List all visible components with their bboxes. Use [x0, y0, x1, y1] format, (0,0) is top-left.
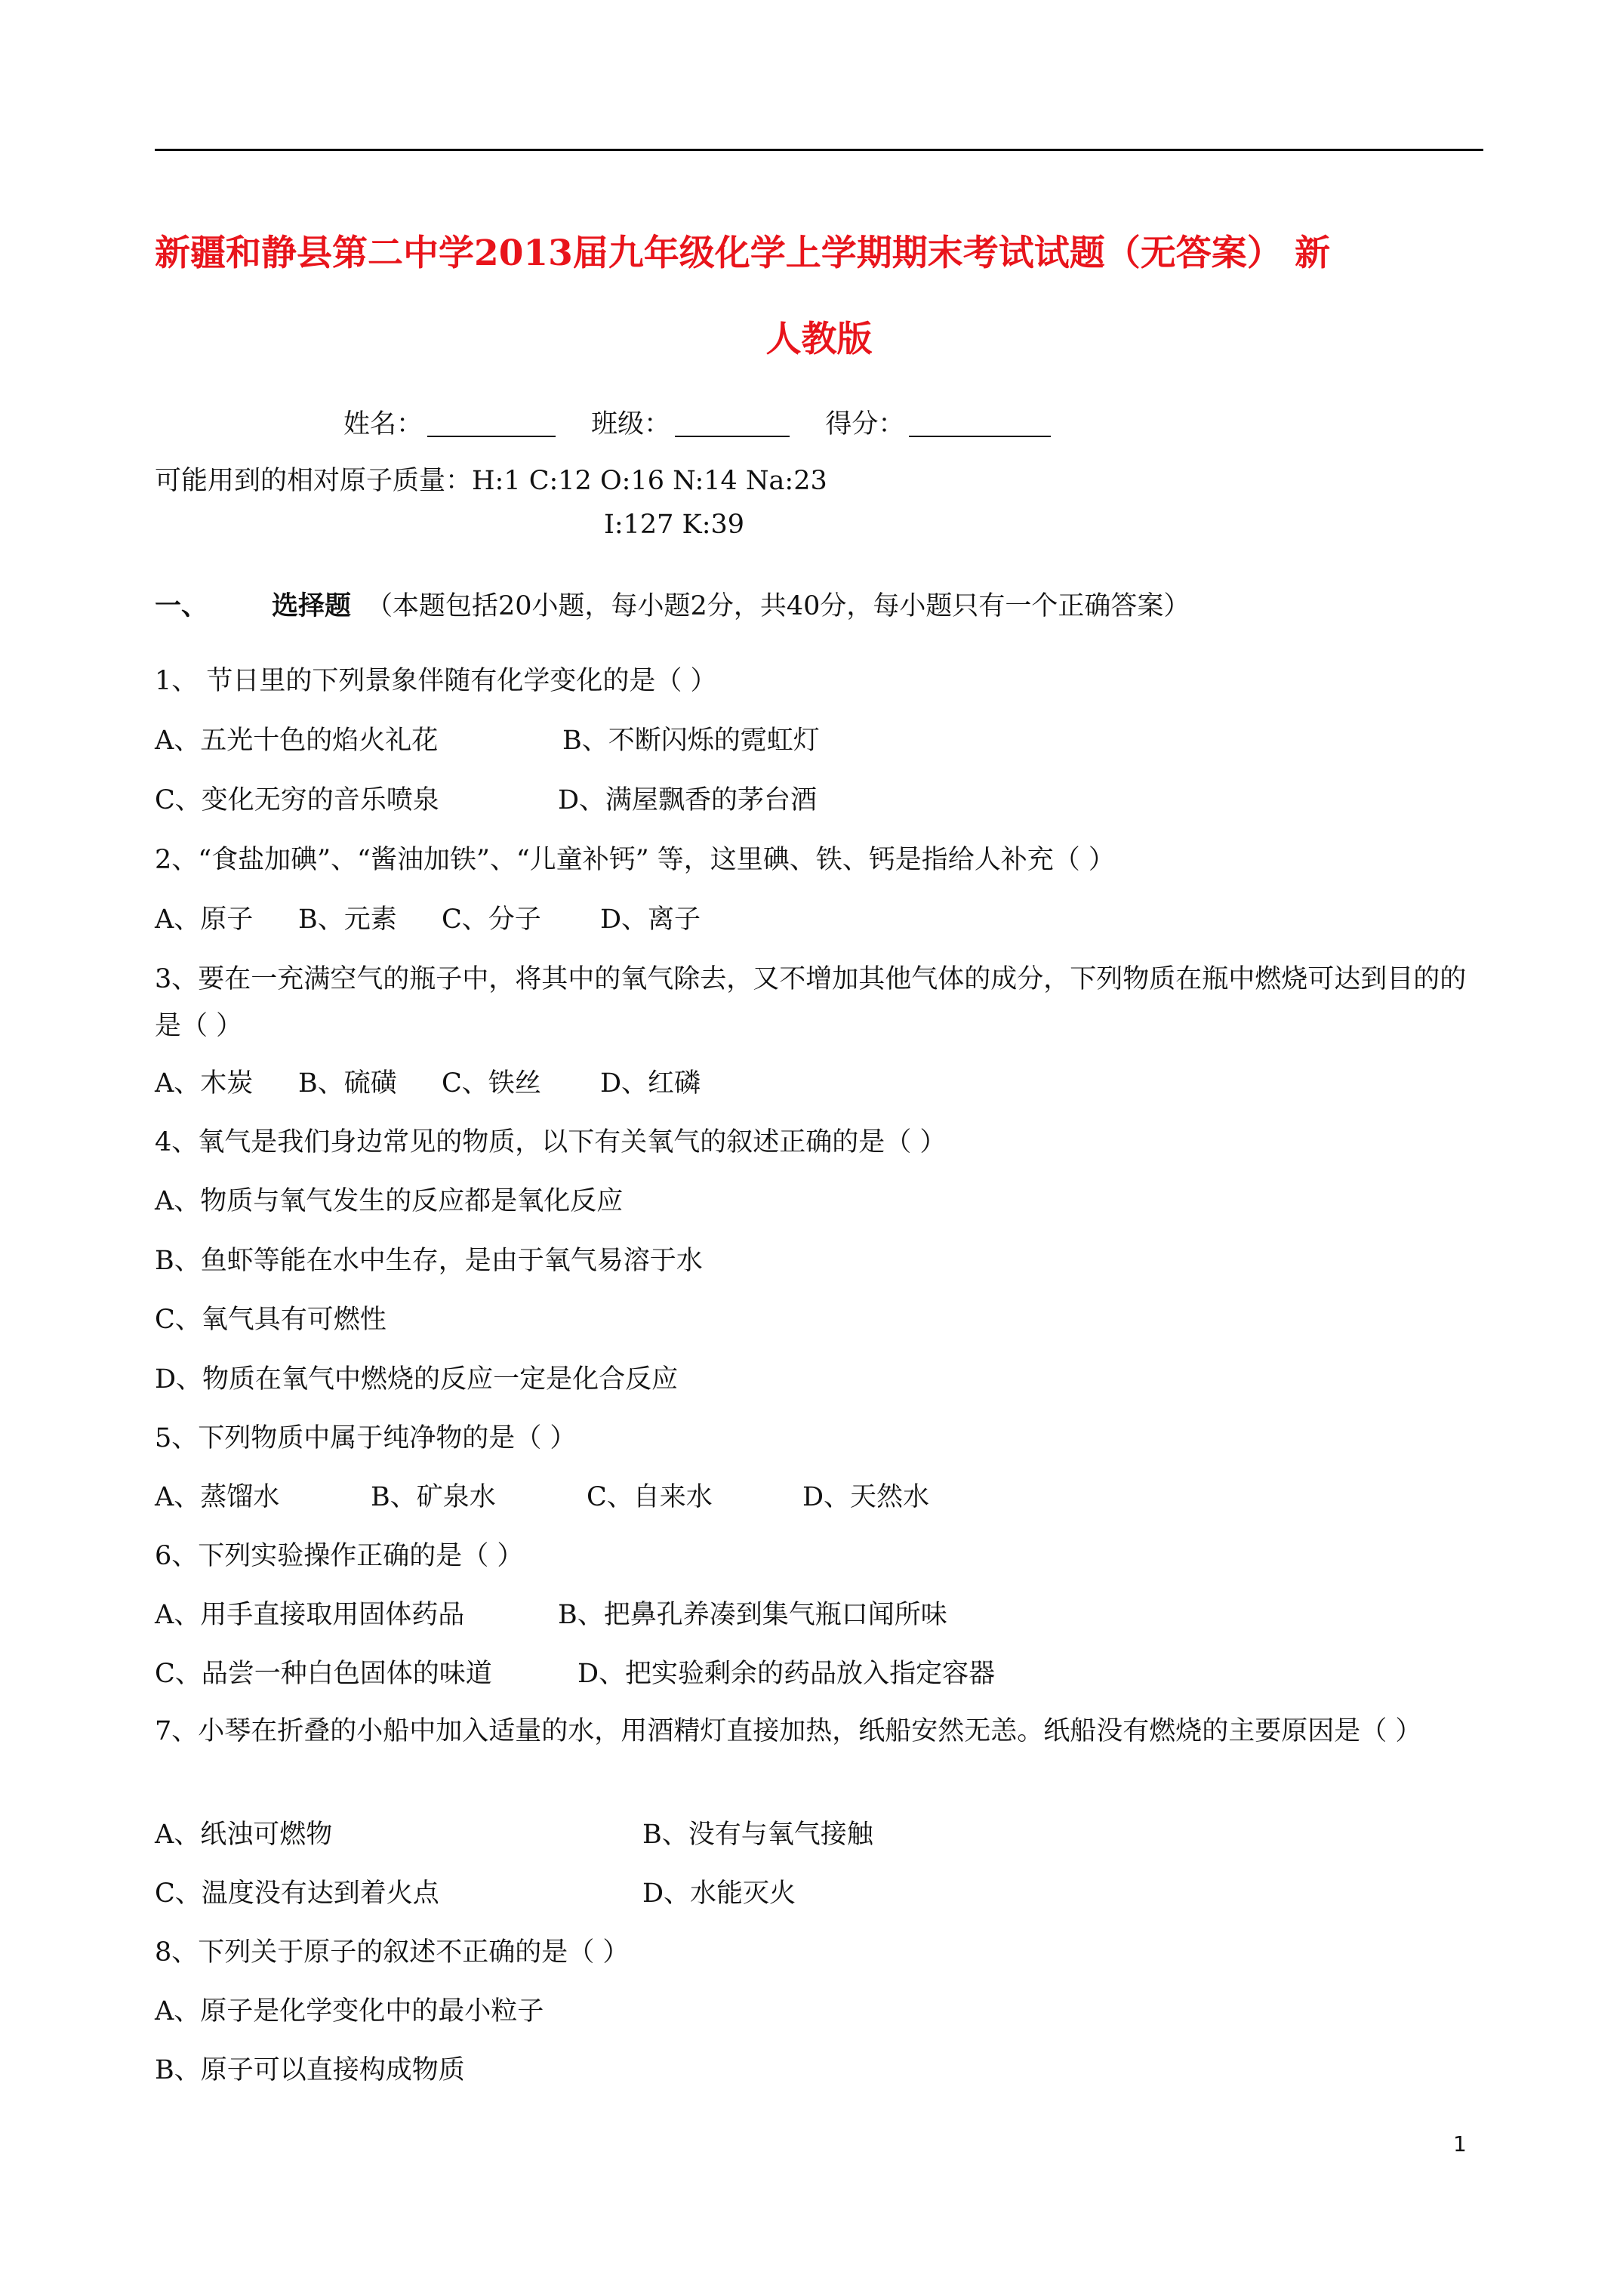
question-stem-2: 2、“食盐加碘”、“酱油加铁”、“儿童补钙” 等，这里碘、铁、钙是指给人补充（ ）	[155, 845, 1115, 875]
option-a: A、用手直接取用固体药品	[155, 1600, 465, 1630]
section-heading	[155, 587, 1190, 625]
option-a: A、五光十色的焰火礼花	[155, 726, 439, 756]
exam-title-line-2: 人教版	[765, 319, 873, 360]
option-d: D、物质在氧气中燃烧的反应一定是化合反应	[155, 1364, 679, 1395]
options-row	[155, 901, 701, 938]
score-blank[interactable]	[909, 413, 1051, 437]
option-a: A、纸浊可燃物	[155, 1820, 333, 1850]
question-stem-3: 3、要在一充满空气的瓶子中，将其中的氧气除去，又不增加其他气体的成分，下列物质在瓶中燃烧可达到目的的是（ ）	[155, 964, 1467, 1041]
option-a: A、物质与氧气发生的反应都是氧化反应	[155, 1186, 624, 1216]
option-c: C、变化无穷的音乐喷泉	[155, 785, 439, 815]
options-row	[155, 781, 817, 819]
option-b: B、矿泉水	[371, 1482, 496, 1512]
option-d: D、天然水	[802, 1482, 930, 1512]
page-number: 1	[1453, 2131, 1467, 2156]
option-c: C、品尝一种白色固体的味道	[155, 1659, 492, 1689]
question-stem-1: 1、 节日里的下列景象伴随有化学变化的是（ ）	[155, 666, 717, 696]
options-row	[155, 1816, 873, 1854]
option-b: B、不断闪烁的霓虹灯	[562, 726, 820, 756]
option-c: C、自来水	[587, 1482, 713, 1512]
option-b: B、元素	[298, 905, 397, 935]
class-blank[interactable]	[675, 413, 790, 437]
class-label: 班级：	[591, 409, 671, 439]
section-note: （本题包括20小题，每小题2分，共40分，每小题只有一个正确答案）	[366, 591, 1190, 621]
option-b: B、鱼虾等能在水中生存，是由于氧气易溶于水	[155, 1246, 703, 1276]
atomic-masses-line-1: 可能用到的相对原子质量：H:1 C:12 O:16 N:14 Na:23	[155, 466, 827, 496]
option-c: C、铁丝	[442, 1068, 541, 1099]
option-d: D、满屋飘香的茅台酒	[558, 785, 818, 815]
header-rule	[155, 149, 1483, 151]
option-b: B、原子可以直接构成物质	[155, 2055, 465, 2085]
option-c: C、温度没有达到着火点	[155, 1878, 439, 1909]
options-row	[155, 1065, 701, 1102]
student-info-fields	[343, 405, 1078, 443]
question-stem-6: 6、下列实验操作正确的是（ ）	[155, 1541, 524, 1571]
options-row	[155, 1478, 929, 1516]
option-c: C、分子	[442, 905, 541, 935]
question-stem-7: 7、小琴在折叠的小船中加入适量的水，用酒精灯直接加热，纸船安然无恙。纸船没有燃烧的主要原因是（ ）	[155, 1716, 1422, 1746]
option-d: D、离子	[600, 905, 701, 935]
section-number: 一、	[155, 590, 208, 621]
options-row	[155, 1875, 796, 1912]
option-b: B、没有与氧气接触	[642, 1820, 873, 1850]
question-stem-5: 5、下列物质中属于纯净物的是（ ）	[155, 1423, 577, 1453]
option-d: D、把实验剩余的药品放入指定容器	[577, 1659, 996, 1689]
option-a: A、木炭	[155, 1068, 254, 1099]
question-stem-4: 4、氧气是我们身边常见的物质，以下有关氧气的叙述正确的是（ ）	[155, 1127, 947, 1157]
option-b: B、硫磺	[298, 1068, 397, 1099]
score-label: 得分：	[825, 409, 905, 439]
option-d: D、水能灭火	[642, 1878, 796, 1909]
atomic-masses-line-2: I:127 K:39	[604, 510, 745, 540]
section-title: 选择题	[272, 590, 352, 621]
option-c: C、氧气具有可燃性	[155, 1305, 387, 1335]
options-row	[155, 1655, 995, 1693]
options-row	[155, 1596, 947, 1634]
question-stem-8: 8、下列关于原子的叙述不正确的是（ ）	[155, 1937, 630, 1968]
name-label: 姓名：	[343, 409, 423, 439]
option-a: A、原子	[155, 905, 254, 935]
option-a: A、蒸馏水	[155, 1482, 280, 1512]
option-b: B、把鼻孔养凑到集气瓶口闻所味	[558, 1600, 947, 1630]
exam-title-line-1: 新疆和静县第二中学2013届九年级化学上学期期末考试试题（无答案） 新	[155, 233, 1331, 274]
option-d: D、红磷	[600, 1068, 701, 1099]
name-blank[interactable]	[427, 413, 556, 437]
options-row	[155, 722, 820, 760]
option-a: A、原子是化学变化中的最小粒子	[155, 1996, 544, 2026]
